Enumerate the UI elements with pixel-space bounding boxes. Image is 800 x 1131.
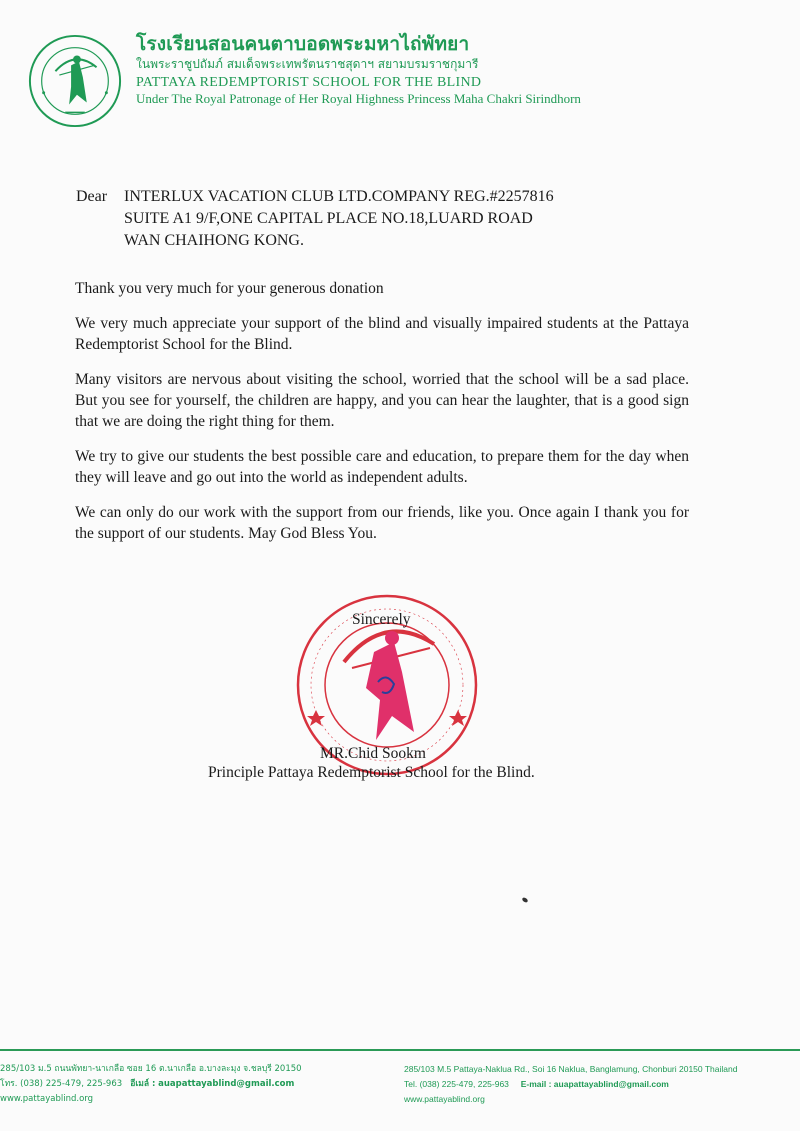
footer-thai — [0, 1062, 302, 1107]
signatory-title: Principle Pattaya Redemptorist School for the Blind. — [208, 764, 535, 781]
footer-thai-address: 285/103 ม.5 ถนนพัทยา-นาเกลือ ซอย 16 ต.นาเกลือ อ.บางละมุง จ.ชลบุรี 20150 — [0, 1064, 302, 1074]
footer-thai-website[interactable]: www.pattayablind.org — [0, 1094, 94, 1104]
body-paragraph: We try to give our students the best possible care and education, to prepare them for the day when they will leave and go out into the world as independent adults. — [75, 448, 689, 486]
closing: Sincerely — [352, 611, 411, 628]
school-seal-icon — [26, 32, 124, 130]
recipient-address — [124, 186, 554, 252]
footer-thai-email-label: อีเมล์ : — [130, 1079, 156, 1089]
letter-body — [75, 278, 689, 558]
recipient-line: WAN CHAIHONG KONG. — [124, 232, 304, 249]
paper-speck — [521, 897, 528, 904]
school-english-patronage: Under The Royal Patronage of Her Royal Highness Princess Maha Chakri Sirindhorn — [136, 90, 581, 106]
school-english-name: PATTAYA REDEMPTORIST SCHOOL FOR THE BLIND — [136, 74, 482, 90]
body-paragraph: We can only do our work with the support from our friends, like you. Once again I thank you for the support of our students. May God Bless You. — [75, 504, 689, 542]
letterhead-text — [136, 34, 581, 107]
body-paragraph: Many visitors are nervous about visiting the school, worried that the school will be a sad place. But you see for yourself, the children are happy, and you can hear the laughter, that is a good sign that we are doing the right thing for them. — [75, 371, 689, 430]
footer-thai-contact — [0, 1077, 302, 1092]
body-paragraph: We very much appreciate your support of the blind and visually impaired students at the Pattaya Redemptorist School for the Blind. — [75, 315, 689, 353]
footer-thai-phone: โทร. (038) 225-479, 225-963 — [0, 1079, 123, 1089]
footer-english-email[interactable]: auapattayablind@gmail.com — [553, 1079, 669, 1089]
footer-english-address: 285/103 M.5 Pattaya-Naklua Rd., Soi 16 Naklua, Banglamung, Chonburi 20150 Thailand — [404, 1064, 738, 1074]
body-paragraph: Thank you very much for your generous donation — [75, 280, 384, 297]
footer-english-email-label: E-mail : — [520, 1079, 552, 1089]
recipient-line: SUITE A1 9/F,ONE CAPITAL PLACE NO.18,LUARD ROAD — [124, 210, 533, 227]
footer-thai-email[interactable]: auapattayablind@gmail.com — [158, 1079, 295, 1089]
letterhead — [26, 32, 766, 132]
recipient-line: INTERLUX VACATION CLUB LTD.COMPANY REG.#2257816 — [124, 188, 554, 205]
footer-english-phone: Tel. (038) 225-479, 225-963 — [404, 1079, 509, 1089]
footer-divider — [0, 1049, 800, 1051]
footer-english — [404, 1062, 737, 1107]
school-thai-patronage: ในพระราชูปถัมภ์ สมเด็จพระเทพรัตนราชสุดาฯ สยามบรมราชกุมารี — [136, 56, 479, 71]
salutation: Dear — [76, 188, 108, 205]
footer-english-website[interactable]: www.pattayablind.org — [404, 1094, 485, 1104]
footer-english-contact — [404, 1077, 737, 1092]
school-thai-name: โรงเรียนสอนคนตาบอดพระมหาไถ่พัทยา — [136, 33, 470, 55]
signatory-name: MR.Chid Sookm — [320, 745, 426, 762]
